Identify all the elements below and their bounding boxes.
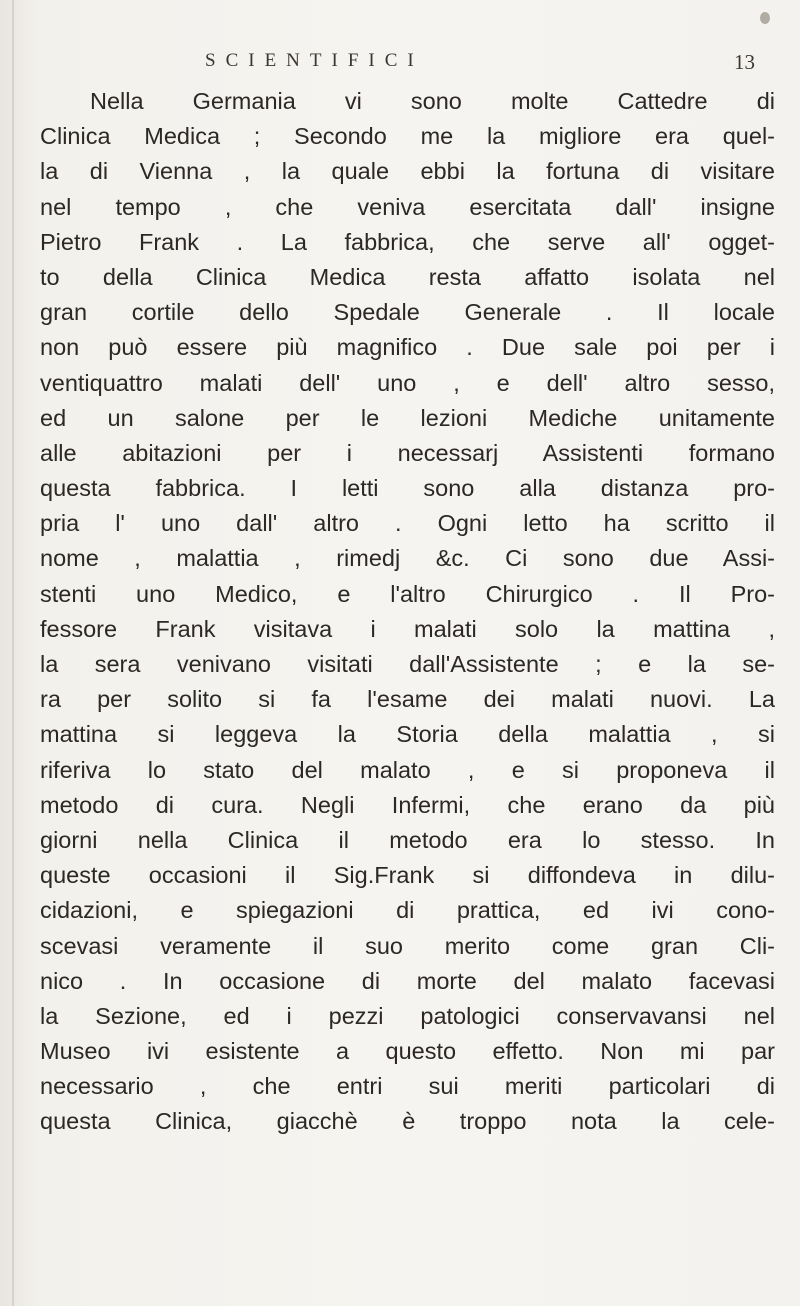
text-line: ventiquattro malati dell' uno , e dell' altro sesso, (40, 369, 775, 396)
running-head-title: SCIENTIFICI (205, 50, 424, 71)
text-line: nel tempo , che veniva esercitata dall' insigne (40, 193, 775, 220)
text-line: pria l' uno dall' altro . Ogni letto ha scritto il (40, 510, 775, 537)
text-line: ed un salone per le lezioni Mediche unitamente (40, 404, 775, 431)
text-line: giorni nella Clinica il metodo era lo stesso. In (40, 826, 775, 853)
text-line: gran cortile dello Spedale Generale . Il locale (40, 299, 775, 326)
text-line: la di Vienna , la quale ebbi la fortuna di visitare (40, 158, 775, 185)
text-line: questa Clinica, giacchè è troppo nota la cele- (40, 1108, 775, 1135)
page-gutter (12, 0, 14, 1306)
text-line: cidazioni, e spiegazioni di prattica, ed ivi cono- (40, 897, 775, 924)
text-line: stenti uno Medico, e l'altro Chirurgico . Il Pro- (40, 580, 775, 607)
text-line: ra per solito si fa l'esame dei malati nuovi. La (40, 686, 775, 713)
text-line: Clinica Medica ; Secondo me la migliore era quel- (40, 123, 775, 150)
text-line: queste occasioni il Sig.Frank si diffondeva in dilu- (40, 862, 775, 889)
text-line: Pietro Frank . La fabbrica, che serve all' ogget- (40, 228, 775, 255)
text-line: Museo ivi esistente a questo effetto. Non mi par (40, 1038, 775, 1065)
page-number: 13 (734, 50, 755, 74)
text-line: nome , malattia , rimedj &c. Ci sono due Assi- (40, 545, 775, 572)
text-line: fessore Frank visitava i malati solo la mattina , (40, 615, 775, 642)
text-line: scevasi veramente il suo merito come gran Cli- (40, 932, 775, 959)
text-line: la Sezione, ed i pezzi patologici conservavansi nel (40, 1002, 775, 1029)
running-head (60, 50, 760, 82)
body-text (40, 84, 775, 1140)
text-line: riferiva lo stato del malato , e si proponeva il (40, 756, 775, 783)
text-line: metodo di cura. Negli Infermi, che erano da più (40, 791, 775, 818)
text-line: necessario , che entri sui meriti particolari di (40, 1073, 775, 1100)
text-line: alle abitazioni per i necessarj Assistenti formano (40, 439, 775, 466)
text-line: questa fabbrica. I letti sono alla distanza pro- (40, 475, 775, 502)
text-line: Nella Germania vi sono molte Cattedre di (90, 88, 775, 114)
text-line: to della Clinica Medica resta affatto isolata nel (40, 263, 775, 290)
text-line: non può essere più magnifico . Due sale poi per i (40, 334, 775, 361)
ink-stain (760, 12, 770, 24)
text-line: la sera venivano visitati dall'Assistente ; e la se- (40, 651, 775, 677)
text-line: nico . In occasione di morte del malato facevasi (40, 967, 775, 994)
text-line: mattina si leggeva la Storia della malattia , si (40, 721, 775, 748)
